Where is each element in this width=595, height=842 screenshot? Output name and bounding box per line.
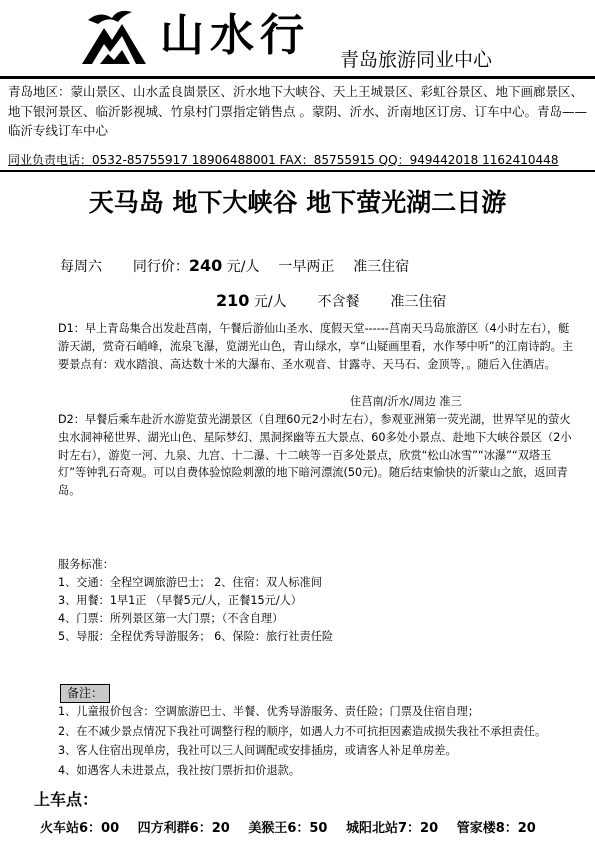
note-item: 4、如遇客人未进景点，我社按门票折扣价退款。 [58, 763, 301, 777]
itinerary-day-2: D2：早餐后乘车赴沂水游览萤光湖景区（自理60元2小时左右），参观亚洲第一荧光湖，世界罕见的萤火虫水洞神秘世界、湖光山色、星际梦幻、黑洞探幽等五大景点、60多处小景点、赴地下大峡谷景区（2小时左右），游览一河、九泉、九宫、十二瀑、十二峡等一百多处景点，欣赏“松山冰雪”“冰瀑”“双塔玉灯”等钟乳石奇观。可以自费体验惊险刺激的地下暗河漂流(50元)。随后结束愉快的沂蒙山之旅，返回青岛。 [58, 413, 572, 498]
boarding-title: 上车点： [34, 790, 99, 809]
boarding-station: 管家楼8：20 [456, 821, 536, 836]
overnight-info: 住莒南/沂水/周边 准三 [350, 395, 462, 408]
notes-list [58, 702, 546, 780]
notes-label: 备注： [60, 684, 110, 703]
meal-info: 不含餐 [317, 294, 360, 310]
departure-day: 每周六 [60, 259, 102, 275]
note-item: 1、儿童报价包含：空调旅游巴士、半餐、优秀导游服务、责任险；门票及住宿自理； [58, 705, 480, 718]
logo-icon [78, 6, 150, 66]
contact-text: 同业负责电话：0532-85755917 18906488001 FAX：85755915 QQ：949442018 1162410448 [8, 153, 559, 167]
boarding-station: 火车站6：00 [40, 821, 120, 836]
note-item: 2、在不减少景点情况下我社可调整行程的顺序，如遇人力不可抗拒因素造成损失我社不承担责任。 [58, 724, 547, 738]
itinerary-day-1: D1：早上青岛集合出发赴莒南，午餐后游仙山圣水、度假天堂------莒南天马岛旅游区（4小时左右），艇游天湖，赏奇石峭峰，流泉飞瀑，览湖光山色，青山绿水，享“山疑画里看，水作琴中听”的江南诗韵。主要景点有：戏水踏浪、高达数十米的大瀑布、圣水观音、甘露寺、天马石、金顶等，。随后入住酒店。 [58, 322, 574, 371]
service-item: 4、门票：所列景区第一大门票；（不含自理） [58, 612, 284, 625]
price-amount: 210 [216, 291, 250, 310]
price-unit: 元/人 [253, 294, 287, 310]
brand-name: 山水行 [160, 10, 310, 61]
service-item: 3、用餐：1早1正 （早餐5元/人，正餐15元/人） [58, 594, 302, 607]
service-item: 5、导服：全程优秀导游服务； 6、保险：旅行社责任险 [58, 630, 334, 643]
note-item: 3、客人住宿出现单房，我社可以三人间调配或安排插房，或请客人补足单房差。 [58, 744, 457, 758]
contact-divider [0, 170, 595, 172]
company-subtitle: 青岛旅游同业中心 [340, 49, 493, 71]
price-row-1 [60, 255, 409, 278]
price-row-2 [216, 290, 446, 313]
boarding-station: 四方利群6：20 [137, 821, 230, 836]
price-unit: 元/人 [226, 259, 260, 275]
hotel-info: 准三住宿 [390, 294, 447, 310]
boarding-stations [40, 820, 550, 838]
service-areas: 青岛地区：蒙山景区、山水孟良崮景区、沂水地下大峡谷、天上王城景区、彩虹谷景区、地下画廊景区、地下银河景区、临沂影视城、竹泉村门票指定销售点 。蒙阴、沂水、沂南地区订房、订车中心。青岛——临沂专线订车中心 [8, 84, 587, 138]
boarding-station: 美猴王6：50 [248, 821, 328, 836]
boarding-station: 城阳北站7：20 [346, 821, 439, 836]
hotel-info: 准三住宿 [353, 259, 410, 275]
meal-info: 一早两正 [278, 259, 335, 275]
price-amount: 240 [188, 256, 223, 275]
service-title: 服务标准： [58, 558, 114, 571]
price-label: 同行价： [132, 259, 189, 275]
service-item: 1、交通：全程空调旅游巴士； 2、住宿：双人标准间 [58, 576, 322, 589]
tour-title: 天马岛 地下大峡谷 地下萤光湖二日游 [88, 188, 507, 217]
contact-line [8, 152, 588, 168]
header-divider [0, 76, 595, 79]
